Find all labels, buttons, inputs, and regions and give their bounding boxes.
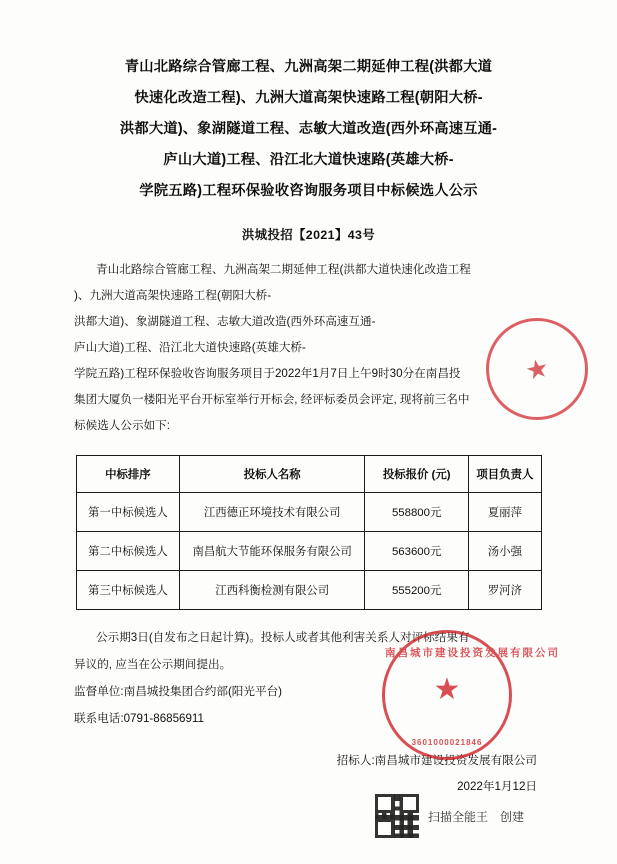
paragraph-line: 庐山大道)工程、沿江北大道快速路(英雄大桥- [74,341,306,354]
title-line: 庐山大道)工程、沿江北大道快速路(英雄大桥- [163,152,454,168]
table-cell-price: 558800元 [365,493,469,532]
document-number: 洪城投招【2021】43号 [241,228,376,242]
table-cell-person: 汤小强 [469,532,541,571]
table-cell-rank: 第三中标候选人 [76,571,180,610]
table-cell-price: 563600元 [365,532,469,571]
paragraph-line-text: 青山北路综合管廊工程、九洲高架二期延伸工程(洪都大道快速化改造工程 [96,263,471,276]
notice-line-text: 公示期3日(自发布之日起计算)。投标人或者其他利害关系人对评标结果有 [96,631,470,644]
paragraph-line: )、九洲大道高架快速路工程(朝阳大桥- [74,289,272,302]
seal-star-icon: ★ [522,351,552,387]
footer-create-label: 创建 [500,810,525,824]
table-cell-name: 南昌航大节能环保服务有限公司 [180,532,365,571]
paragraph-line: 集团大厦负一楼阳光平台开标室举行开标会, 经评标委员会评定, 现将前三名中 [74,393,470,406]
table-header-cell: 投标报价 (元) [365,456,469,493]
paragraph-line: 标候选人公示如下: [74,419,170,432]
qr-corner-icon [375,819,394,838]
title-line: 洪都大道)、象湖隧道工程、志敏大道改造(西外环高速互通- [119,121,498,137]
seal-top-text: 南昌城市建设投资发展有限公司 [385,647,560,659]
title-line: 学院五路)工程环保验收咨询服务项目中标候选人公示 [139,183,478,199]
notice-line [74,624,539,651]
table-cell-person: 夏丽萍 [469,493,541,532]
qr-corner-icon [375,794,394,813]
title-line: 青山北路综合管廊工程、九洲高架二期延伸工程(洪都大道 [124,59,493,75]
seal-star-icon: ★ [433,673,461,707]
document-paragraph [74,257,539,439]
table-header-cell: 项目负责人 [469,456,541,493]
table-cell-rank: 第二中标候选人 [76,532,180,571]
table-row [76,571,541,610]
notice-line: 异议的, 应当在公示期间提出。 [74,658,232,671]
page-footer [0,792,617,850]
notice-line: 联系电话:0791-86856911 [74,712,204,725]
table-header-cell: 中标排序 [76,456,180,493]
table-cell-person: 罗河济 [469,571,541,610]
bid-candidates-table [76,455,542,610]
table-cell-rank: 第一中标候选人 [76,493,180,532]
table-row [76,532,541,571]
table-cell-name: 江西科衡检测有限公司 [180,571,365,610]
table-cell-name: 江西德正环境技术有限公司 [180,493,365,532]
footer-watermark [428,808,524,825]
table-cell-price: 555200元 [365,571,469,610]
table-header-cell: 投标人名称 [180,456,365,493]
title-line: 快速化改造工程)、九洲大道高架快速路工程(朝阳大桥- [134,90,483,106]
table-row [76,493,541,532]
qr-corner-icon [400,794,419,813]
table-header-row [76,456,541,493]
signature-issuer: 招标人:南昌城市建设投资发展有限公司 [336,754,537,767]
qr-code-icon [375,794,419,838]
document-title [74,52,543,207]
paragraph-line: 洪都大道)、象湖隧道工程、志敏大道改造(西外环高速互通- [74,315,376,328]
seal-bottom-text: 3601000021846 [411,738,483,747]
notice-paragraph [74,624,560,732]
signature-date: 2022年1月12日 [457,780,537,793]
footer-scan-label: 扫描全能王 [428,810,489,824]
notice-line: 监督单位:南昌城投集团合约部(阳光平台) [74,685,283,698]
paragraph-line [74,257,539,283]
paragraph-line: 学院五路)工程环保验收咨询服务项目于2022年1月7日上午9时30分在南昌投 [74,367,461,380]
